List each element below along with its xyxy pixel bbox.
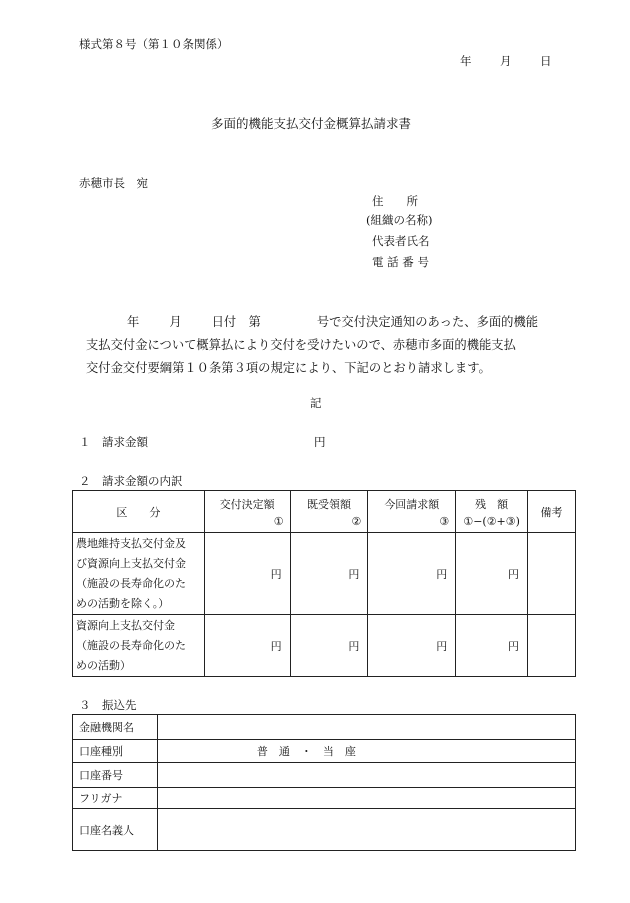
header-col1-text: 交付決定額 (219, 498, 275, 511)
header-received-amount (290, 491, 368, 533)
row1-remarks-cell[interactable] (528, 533, 576, 615)
section1-label: １ 請求金額 (79, 435, 148, 449)
header-decided-amount (204, 491, 290, 533)
date-year-label: 年 (460, 54, 472, 68)
row1-decided-cell[interactable] (204, 533, 290, 615)
row2-decided-unit: 円 (270, 639, 282, 653)
row2-remaining-unit: 円 (508, 639, 520, 653)
bank-name-field[interactable] (157, 715, 575, 740)
row1-received-unit: 円 (348, 567, 360, 581)
representative-label: 代表者氏名 (372, 234, 430, 248)
table-row (73, 615, 576, 677)
table-row (73, 763, 576, 788)
section2-label: ２ 請求金額の内訳 (79, 474, 183, 488)
row2-category (73, 615, 205, 677)
breakdown-table (72, 490, 576, 677)
header-col2-mark: ② (351, 515, 362, 528)
body-line-2: 支払交付金について概算払により交付を受けたいので、赤穂市多面的機能支払 (86, 338, 516, 352)
account-type-field[interactable]: 普 通 ・ 当 座 (157, 740, 575, 763)
row2-request-cell[interactable] (368, 615, 456, 677)
breakdown-header-row (73, 491, 576, 533)
account-type-label: 口座種別 (73, 740, 158, 763)
header-remaining (456, 491, 528, 533)
header-col4-text: 残 額 (475, 498, 509, 511)
section3-label: ３ 振込先 (79, 698, 137, 712)
header-remarks: 備考 (528, 491, 576, 533)
row1-remaining-unit: 円 (508, 567, 520, 581)
form-number: 様式第８号（第１０条関係） (79, 37, 229, 51)
header-col3-mark: ③ (439, 515, 450, 528)
body-date-suffix: 日付 第 (211, 315, 261, 329)
row2-line3: めの活動） (76, 658, 131, 672)
date-month-label: 月 (500, 54, 512, 68)
header-category: 区 分 (73, 491, 205, 533)
row2-line2: （施設の長寿命化のた (76, 638, 186, 652)
body-line-1 (79, 311, 538, 335)
row2-remaining-cell[interactable] (456, 615, 528, 677)
row1-request-unit: 円 (436, 567, 448, 581)
body-year: 年 (127, 315, 140, 329)
row2-request-unit: 円 (436, 639, 448, 653)
bank-table (72, 714, 576, 851)
row1-line1: 農地維持支払交付金及 (76, 536, 186, 550)
header-col3-text: 今回請求額 (384, 498, 440, 511)
header-current-request (368, 491, 456, 533)
account-holder-field[interactable] (157, 809, 575, 851)
furigana-field[interactable] (157, 788, 575, 809)
row2-decided-cell[interactable] (204, 615, 290, 677)
row2-received-cell[interactable] (290, 615, 368, 677)
header-col1-mark: ① (273, 515, 284, 528)
row1-category (73, 533, 205, 615)
organization-label: (組織の名称) (366, 213, 433, 227)
section1-unit: 円 (314, 435, 326, 449)
row1-received-cell[interactable] (290, 533, 368, 615)
body-line-3: 交付金交付要綱第１０条第３項の規定により、下記のとおり請求します。 (86, 361, 491, 375)
row2-remarks-cell[interactable] (528, 615, 576, 677)
body-month: 月 (169, 315, 182, 329)
phone-label: 電 話 番 号 (372, 255, 429, 269)
account-holder-label: 口座名義人 (73, 809, 158, 851)
table-row (73, 533, 576, 615)
date-day-label: 日 (540, 54, 552, 68)
row1-line3: （施設の長寿命化のた (76, 576, 186, 590)
document-title: 多面的機能支払交付金概算払請求書 (211, 116, 412, 131)
row1-request-cell[interactable] (368, 533, 456, 615)
body-rest: 号で交付決定通知のあった、多面的機能 (316, 315, 539, 329)
row2-line1: 資源向上支払交付金 (76, 618, 175, 632)
account-number-label: 口座番号 (73, 763, 158, 788)
row2-received-unit: 円 (348, 639, 360, 653)
table-row (73, 740, 576, 763)
furigana-label: フリガナ (73, 788, 158, 809)
table-row (73, 715, 576, 740)
addressee: 赤穂市長 宛 (79, 176, 148, 190)
table-row (73, 788, 576, 809)
address-label: 住 所 (372, 194, 418, 208)
header-col2-text: 既受領額 (307, 498, 351, 511)
ki-label: 記 (310, 396, 322, 410)
header-col4-mark: ①−(②+③) (463, 515, 520, 528)
row1-decided-unit: 円 (270, 567, 282, 581)
row1-remaining-cell[interactable] (456, 533, 528, 615)
account-number-field[interactable] (157, 763, 575, 788)
row1-line4: めの活動を除く。） (76, 596, 170, 610)
bank-name-label: 金融機関名 (73, 715, 158, 740)
table-row (73, 809, 576, 851)
row1-line2: び資源向上支払交付金 (76, 556, 186, 570)
